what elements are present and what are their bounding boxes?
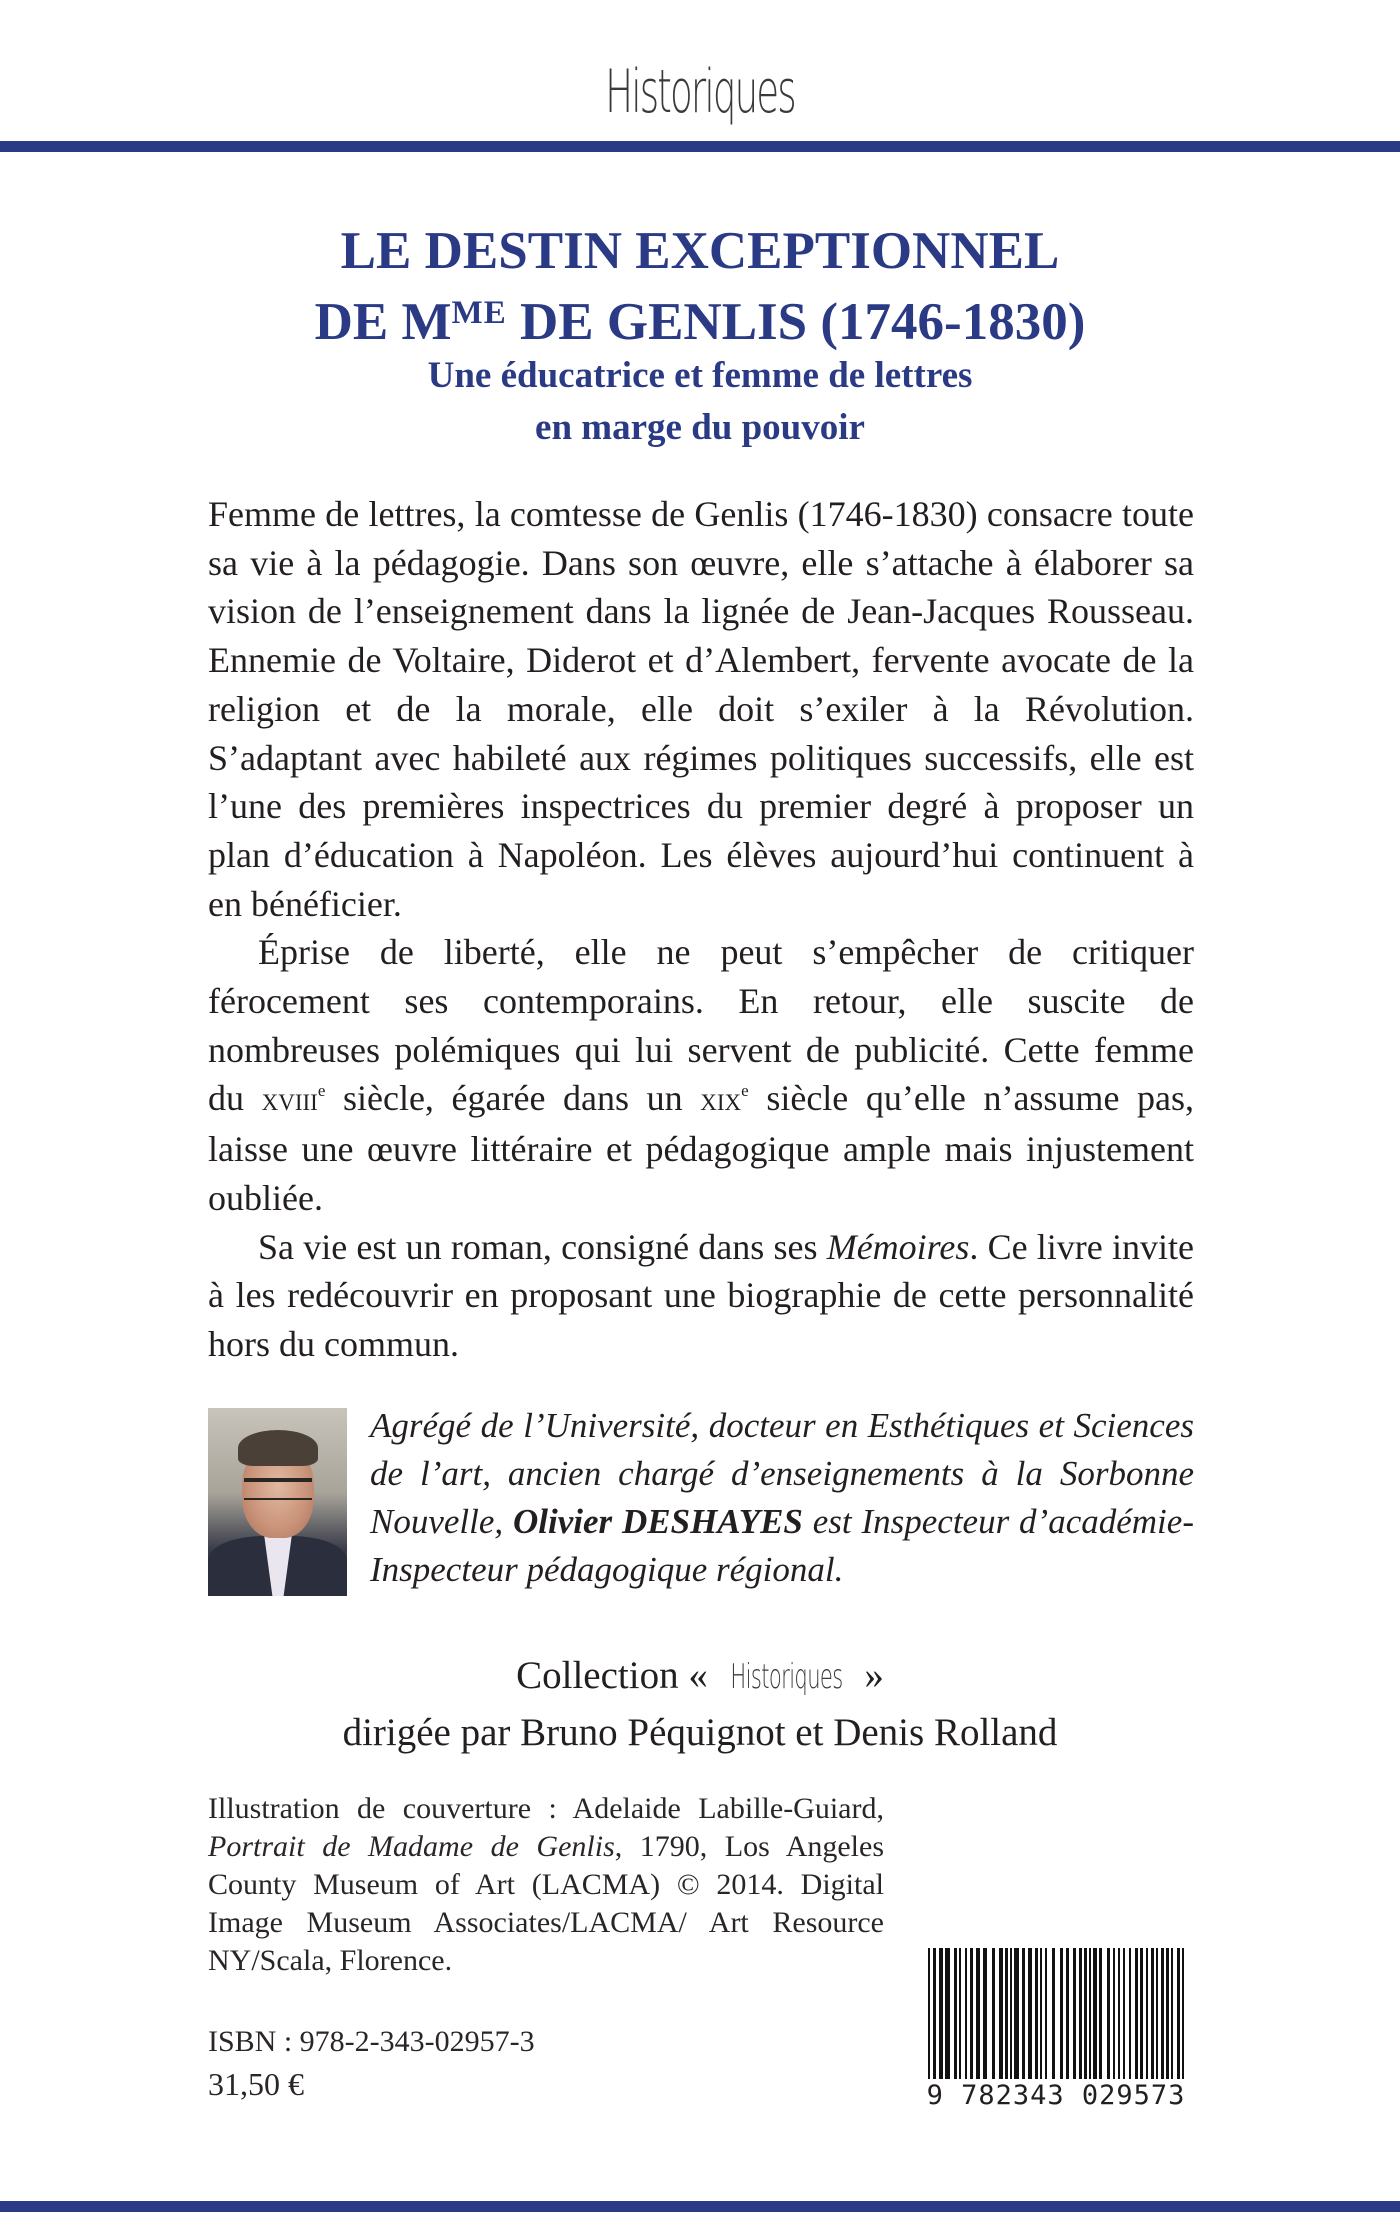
century-18: xviii xyxy=(261,1082,318,1119)
barcode-bar xyxy=(1045,1948,1047,2080)
barcode-bar xyxy=(1028,1948,1032,2080)
barcode-bar xyxy=(1123,1948,1125,2080)
barcode-bar xyxy=(1060,1948,1063,2080)
barcode-bar xyxy=(1161,1948,1164,2080)
blurb-paragraph-3 xyxy=(208,1223,1194,1369)
collection-close-quote: » xyxy=(854,1654,884,1697)
barcode-bar xyxy=(928,1948,930,2080)
subtitle-line-2: en marge du pouvoir xyxy=(535,407,865,448)
century-19-sup: e xyxy=(741,1081,749,1101)
barcode-bar xyxy=(959,1948,961,2080)
barcode-bar xyxy=(1177,1948,1180,2080)
collection-open-quote: « xyxy=(688,1654,718,1697)
blurb-p3-text-b: . Ce livre invite à les redécouvrir en proposant une biographie de cette personnalité hors du commun. xyxy=(208,1226,1194,1364)
barcode-bar xyxy=(1079,1948,1082,2080)
barcode-bar xyxy=(1146,1948,1148,2080)
barcode-bar xyxy=(1182,1948,1184,2080)
collection-directors: dirigée par Bruno Péquignot et Denis Rolland xyxy=(342,1711,1058,1754)
blurb-p3-text-a: Sa vie est un roman, consigné dans ses xyxy=(258,1226,827,1267)
isbn: ISBN : 978-2-343-02957-3 xyxy=(208,2025,535,2058)
photo-hair xyxy=(238,1430,318,1466)
barcode-bar xyxy=(992,1948,995,2080)
century-19: xix xyxy=(700,1082,742,1119)
series-logo: Historiques xyxy=(605,57,795,127)
barcode-bar xyxy=(1107,1948,1110,2080)
barcode-bar xyxy=(976,1948,980,2080)
blurb-p2-text-b: siècle, égarée dans un xyxy=(325,1078,701,1119)
barcode-bar xyxy=(1022,1948,1025,2080)
barcode-bar xyxy=(970,1948,973,2080)
barcode-bar xyxy=(939,1948,943,2080)
barcode-bar xyxy=(1156,1948,1158,2080)
price: 31,50 € xyxy=(208,2066,304,2102)
collection-block xyxy=(0,1648,1400,1761)
barcode-bar xyxy=(1014,1948,1019,2080)
book-title xyxy=(0,220,1400,353)
barcode-bar xyxy=(1084,1948,1087,2080)
barcode-bar xyxy=(1073,1948,1076,2080)
collection-label: Collection xyxy=(516,1654,679,1697)
credits-text-a: Illustration de couverture : Adelaide Labille-Guiard, xyxy=(208,1792,884,1825)
back-cover-blurb xyxy=(208,490,1194,1369)
barcode-bar xyxy=(954,1948,957,2080)
blurb-p2-text-a: Éprise de liberté, elle ne peut s’empêcher de critiquer férocement ses contemporains. En retour, elle suscite de nombreuses polémiques qui lui servent de publicité. Cette femme du xyxy=(208,932,1194,1119)
cover-credits xyxy=(208,1790,884,1980)
title-superscript: ME xyxy=(451,295,507,331)
book-subtitle xyxy=(0,350,1400,454)
author-bio-text-b: est Inspecteur d’académie-Inspecteur pédagogique régional. xyxy=(370,1502,1194,1589)
top-rule xyxy=(0,141,1400,152)
barcode-bar xyxy=(1129,1948,1131,2080)
photo-glasses xyxy=(244,1478,312,1500)
author-photo xyxy=(208,1408,347,1596)
credits-artwork-title: Portrait de Madame de Genlis xyxy=(208,1830,615,1863)
title-line-2-prefix: DE M xyxy=(314,293,452,351)
barcode-bar xyxy=(1010,1948,1012,2080)
barcode-bar xyxy=(1066,1948,1069,2080)
title-line-2-suffix: DE GENLIS (1746-1830) xyxy=(506,293,1086,351)
blurb-paragraph-1: Femme de lettres, la comtesse de Genlis (1746-1830) consacre toute sa vie à la pédagogie. Dans son œuvre, elle s’attache à élaborer sa vision de l’enseignement dans la lignée de Jean-Jacques Rousseau. Ennemie de Voltaire, Diderot et d’Alembert, fervente avocate de la religion et de la morale, elle doit s’exiler à la Révolution. S’adaptant avec habileté aux régimes politiques successifs, elle est l’une des premières inspectrices du premier degré à proposer un plan d’éducation à Napoléon. Les élèves aujourd’hui continuent à en bénéficier. xyxy=(208,494,1194,924)
barcode-bar xyxy=(945,1948,950,2080)
barcode-bar xyxy=(1140,1948,1143,2080)
barcode-bar xyxy=(933,1948,936,2080)
blurb-paragraph-2 xyxy=(208,928,1194,1222)
barcode-bar xyxy=(965,1948,967,2080)
barcode-bar xyxy=(1118,1948,1120,2080)
subtitle-line-1: Une éducatrice et femme de lettres xyxy=(427,355,973,396)
barcode-bar xyxy=(1171,1948,1173,2080)
blurb-p2-text-c: siècle qu’elle n’assume pas, laisse une œuvre littéraire et pédagogique ample mais injustement oubliée. xyxy=(208,1078,1195,1218)
barcode-bar xyxy=(999,1948,1003,2080)
barcode-bar xyxy=(1089,1948,1091,2080)
author-bio xyxy=(370,1402,1194,1594)
barcode-bar xyxy=(1040,1948,1042,2080)
barcode-bar xyxy=(1151,1948,1154,2080)
barcode-bar xyxy=(1052,1948,1055,2080)
credits-text-b: , 1790, Los Angeles County Museum of Art (LACMA) © 2014. Digital Image Museum Associates/LACMA/ Art Resource NY/Scala, Florence. xyxy=(208,1830,885,1977)
barcode-bar xyxy=(1099,1948,1102,2080)
bottom-rule xyxy=(0,2201,1400,2212)
title-line-1: LE DESTIN EXCEPTIONNEL xyxy=(340,222,1060,280)
author-bio-text-a: Agrégé de l’Université, docteur en Esthétiques et Sciences de l’art, ancien chargé d’enseignements à la Sorbonne Nouvelle, xyxy=(370,1406,1194,1541)
barcode-bar xyxy=(1135,1948,1138,2080)
author-name: Olivier DESHAYES xyxy=(513,1502,803,1541)
barcode-bar xyxy=(1113,1948,1115,2080)
barcode-bar xyxy=(1005,1948,1008,2080)
collection-brand: Historiques xyxy=(729,1657,843,1697)
barcode-digits: 9 782343 029573 xyxy=(918,2079,1194,2113)
century-18-sup: e xyxy=(317,1081,326,1101)
barcode-bar xyxy=(1166,1948,1169,2080)
barcode-bar xyxy=(983,1948,987,2080)
memoires-title: Mémoires xyxy=(826,1226,970,1267)
barcode-bar xyxy=(1035,1948,1038,2080)
barcode-bar xyxy=(1093,1948,1097,2080)
